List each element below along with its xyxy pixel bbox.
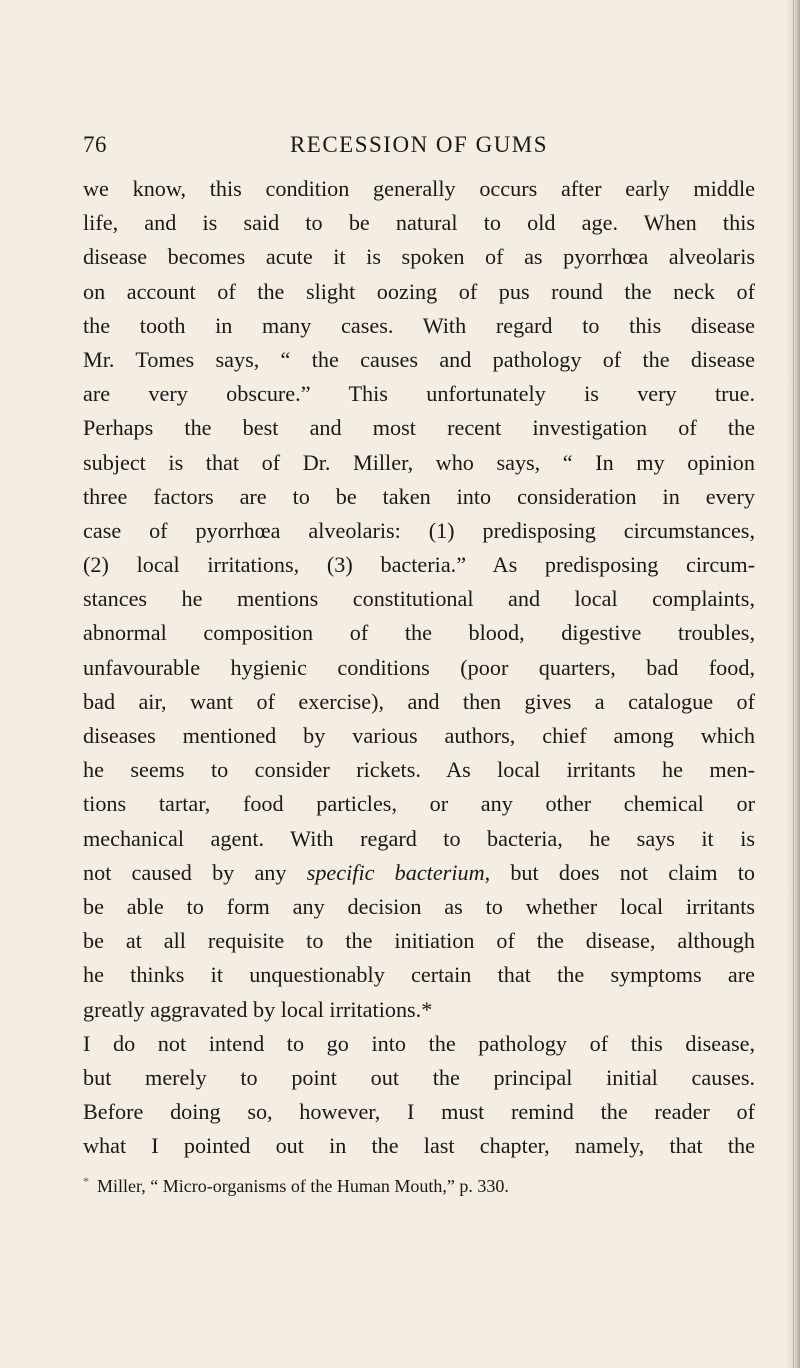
italic-term: specific bacterium — [306, 859, 485, 885]
text-line: bad air, want of exercise), and then gives a catalogue of — [83, 688, 755, 714]
body-text — [83, 172, 755, 1163]
text-line: stances he mentions constitutional and local complaints, — [83, 586, 755, 612]
text-line: Perhaps the best and most recent investigation of the — [83, 415, 755, 441]
text-line: Before doing so, however, I must remind the reader of — [83, 1099, 755, 1125]
text-line: tions tartar, food particles, or any other chemical or — [83, 791, 755, 817]
running-head: RECESSION OF GUMS — [289, 132, 549, 157]
text-line: he seems to consider rickets. As local irritants he men- — [83, 757, 755, 783]
text-line: diseases mentioned by various authors, chief among which — [83, 723, 755, 748]
text-line: case of pyorrhœa alveolaris: (1) predisposing circumstances, — [83, 517, 755, 543]
text-line: what I pointed out in the last chapter, namely, that the — [83, 1133, 755, 1159]
text-line: abnormal composition of the blood, digestive troubles, — [83, 620, 755, 646]
text-line: on account of the slight oozing of pus round the neck of — [83, 278, 755, 304]
footnote — [83, 1168, 755, 1199]
page-header — [83, 132, 755, 162]
page-edge-line — [793, 0, 794, 1368]
text-line: subject is that of Dr. Miller, who says, “ In my opinion — [83, 449, 755, 475]
text-line: the tooth in many cases. With regard to this disease — [83, 312, 755, 338]
text-line: mechanical agent. With regard to bacteria, he says it is — [83, 825, 755, 851]
text-line: but merely to point out the principal initial causes. — [83, 1064, 755, 1090]
paragraph-end-line: greatly aggravated by local irritations.* — [83, 996, 433, 1022]
text-line: three factors are to be taken into consideration in every — [83, 483, 755, 509]
text-line: be at all requisite to the initiation of the disease, although — [83, 928, 755, 954]
text-segment: not caused by any — [83, 859, 307, 885]
footnote-text: Miller, “ Micro-organisms of the Human Mouth,” p. 330. — [97, 1176, 509, 1196]
text-line: he thinks it unquestionably certain that the symptoms are — [83, 962, 755, 988]
text-line: unfavourable hygienic conditions (poor quarters, bad food, — [83, 654, 755, 680]
page-number: 76 — [83, 132, 107, 157]
text-line-with-italic — [83, 856, 755, 890]
text-segment: , but does not claim to — [484, 859, 755, 885]
footnote-mark: * — [83, 1174, 89, 1188]
text-line: (2) local irritations, (3) bacteria.” As predisposing circum- — [83, 552, 755, 578]
text-line: I do not intend to go into the pathology of this disease, — [83, 1030, 755, 1056]
text-line: life, and is said to be natural to old age. When this — [83, 210, 755, 236]
text-line: are very obscure.” This unfortunately is very true. — [83, 381, 755, 407]
text-line: Mr. Tomes says, “ the causes and pathology of the disease — [83, 346, 755, 372]
text-line: be able to form any decision as to whether local irritants — [83, 893, 755, 919]
text-line: disease becomes acute it is spoken of as pyorrhœa alveolaris — [83, 244, 755, 270]
text-line: we know, this condition generally occurs after early middle — [83, 176, 755, 201]
